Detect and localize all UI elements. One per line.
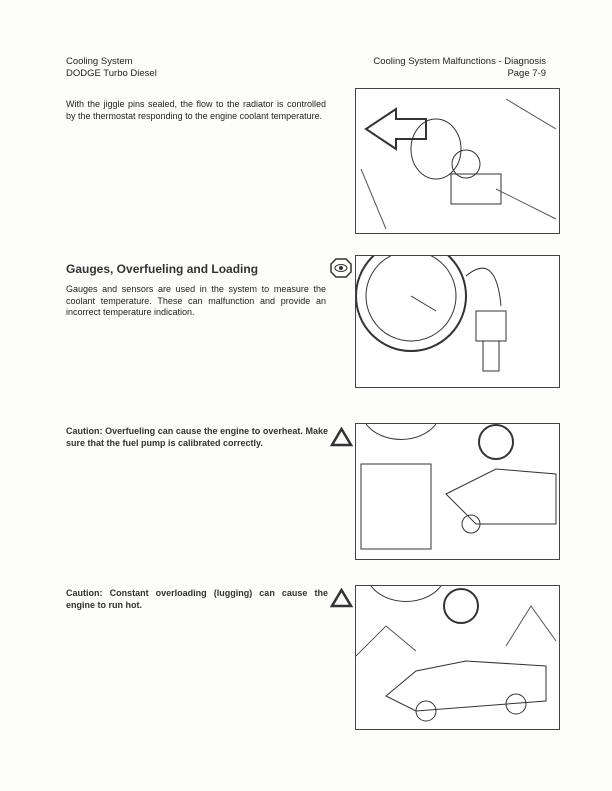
header-chapter: Cooling System Malfunctions - Diagnosis [373,56,546,67]
figure-overloaded-truck [355,585,560,730]
page-number: Page 7-9 [507,68,546,79]
overloaded-truck-illustration [356,586,559,729]
caution-overfueling: Caution: Overfueling can cause the engine to overheat. Make sure that the fuel pump is calibrated correctly. [66,426,328,448]
figure-gauge-sensor [355,255,560,388]
eye-icon [330,258,352,278]
header-section: Cooling System [66,56,133,67]
caution-overloading: Caution: Constant overloading (lugging) can cause the engine to run hot. [66,588,328,610]
section-heading: Gauges, Overfueling and Loading [66,262,259,276]
warning-triangle-icon [330,427,353,447]
gauge-sensor-illustration [356,256,559,387]
paragraph-jiggle-pins: With the jiggle pins sealed, the flow to the radiator is controlled by the thermostat responding to the engine coolant temperature. [66,99,326,121]
warning-triangle-icon [330,588,353,608]
figure-thermostat [355,88,560,234]
paragraph-gauges: Gauges and sensors are used in the system to measure the coolant temperature. These can malfunction and provide an incorrect temperature indication. [66,284,326,317]
header-left [66,56,157,80]
fuel-pump-truck-illustration [356,424,559,559]
figure-fuel-pump-truck [355,423,560,560]
header-vehicle: DODGE Turbo Diesel [66,68,157,79]
header-right [373,56,546,80]
thermostat-illustration [356,89,559,233]
